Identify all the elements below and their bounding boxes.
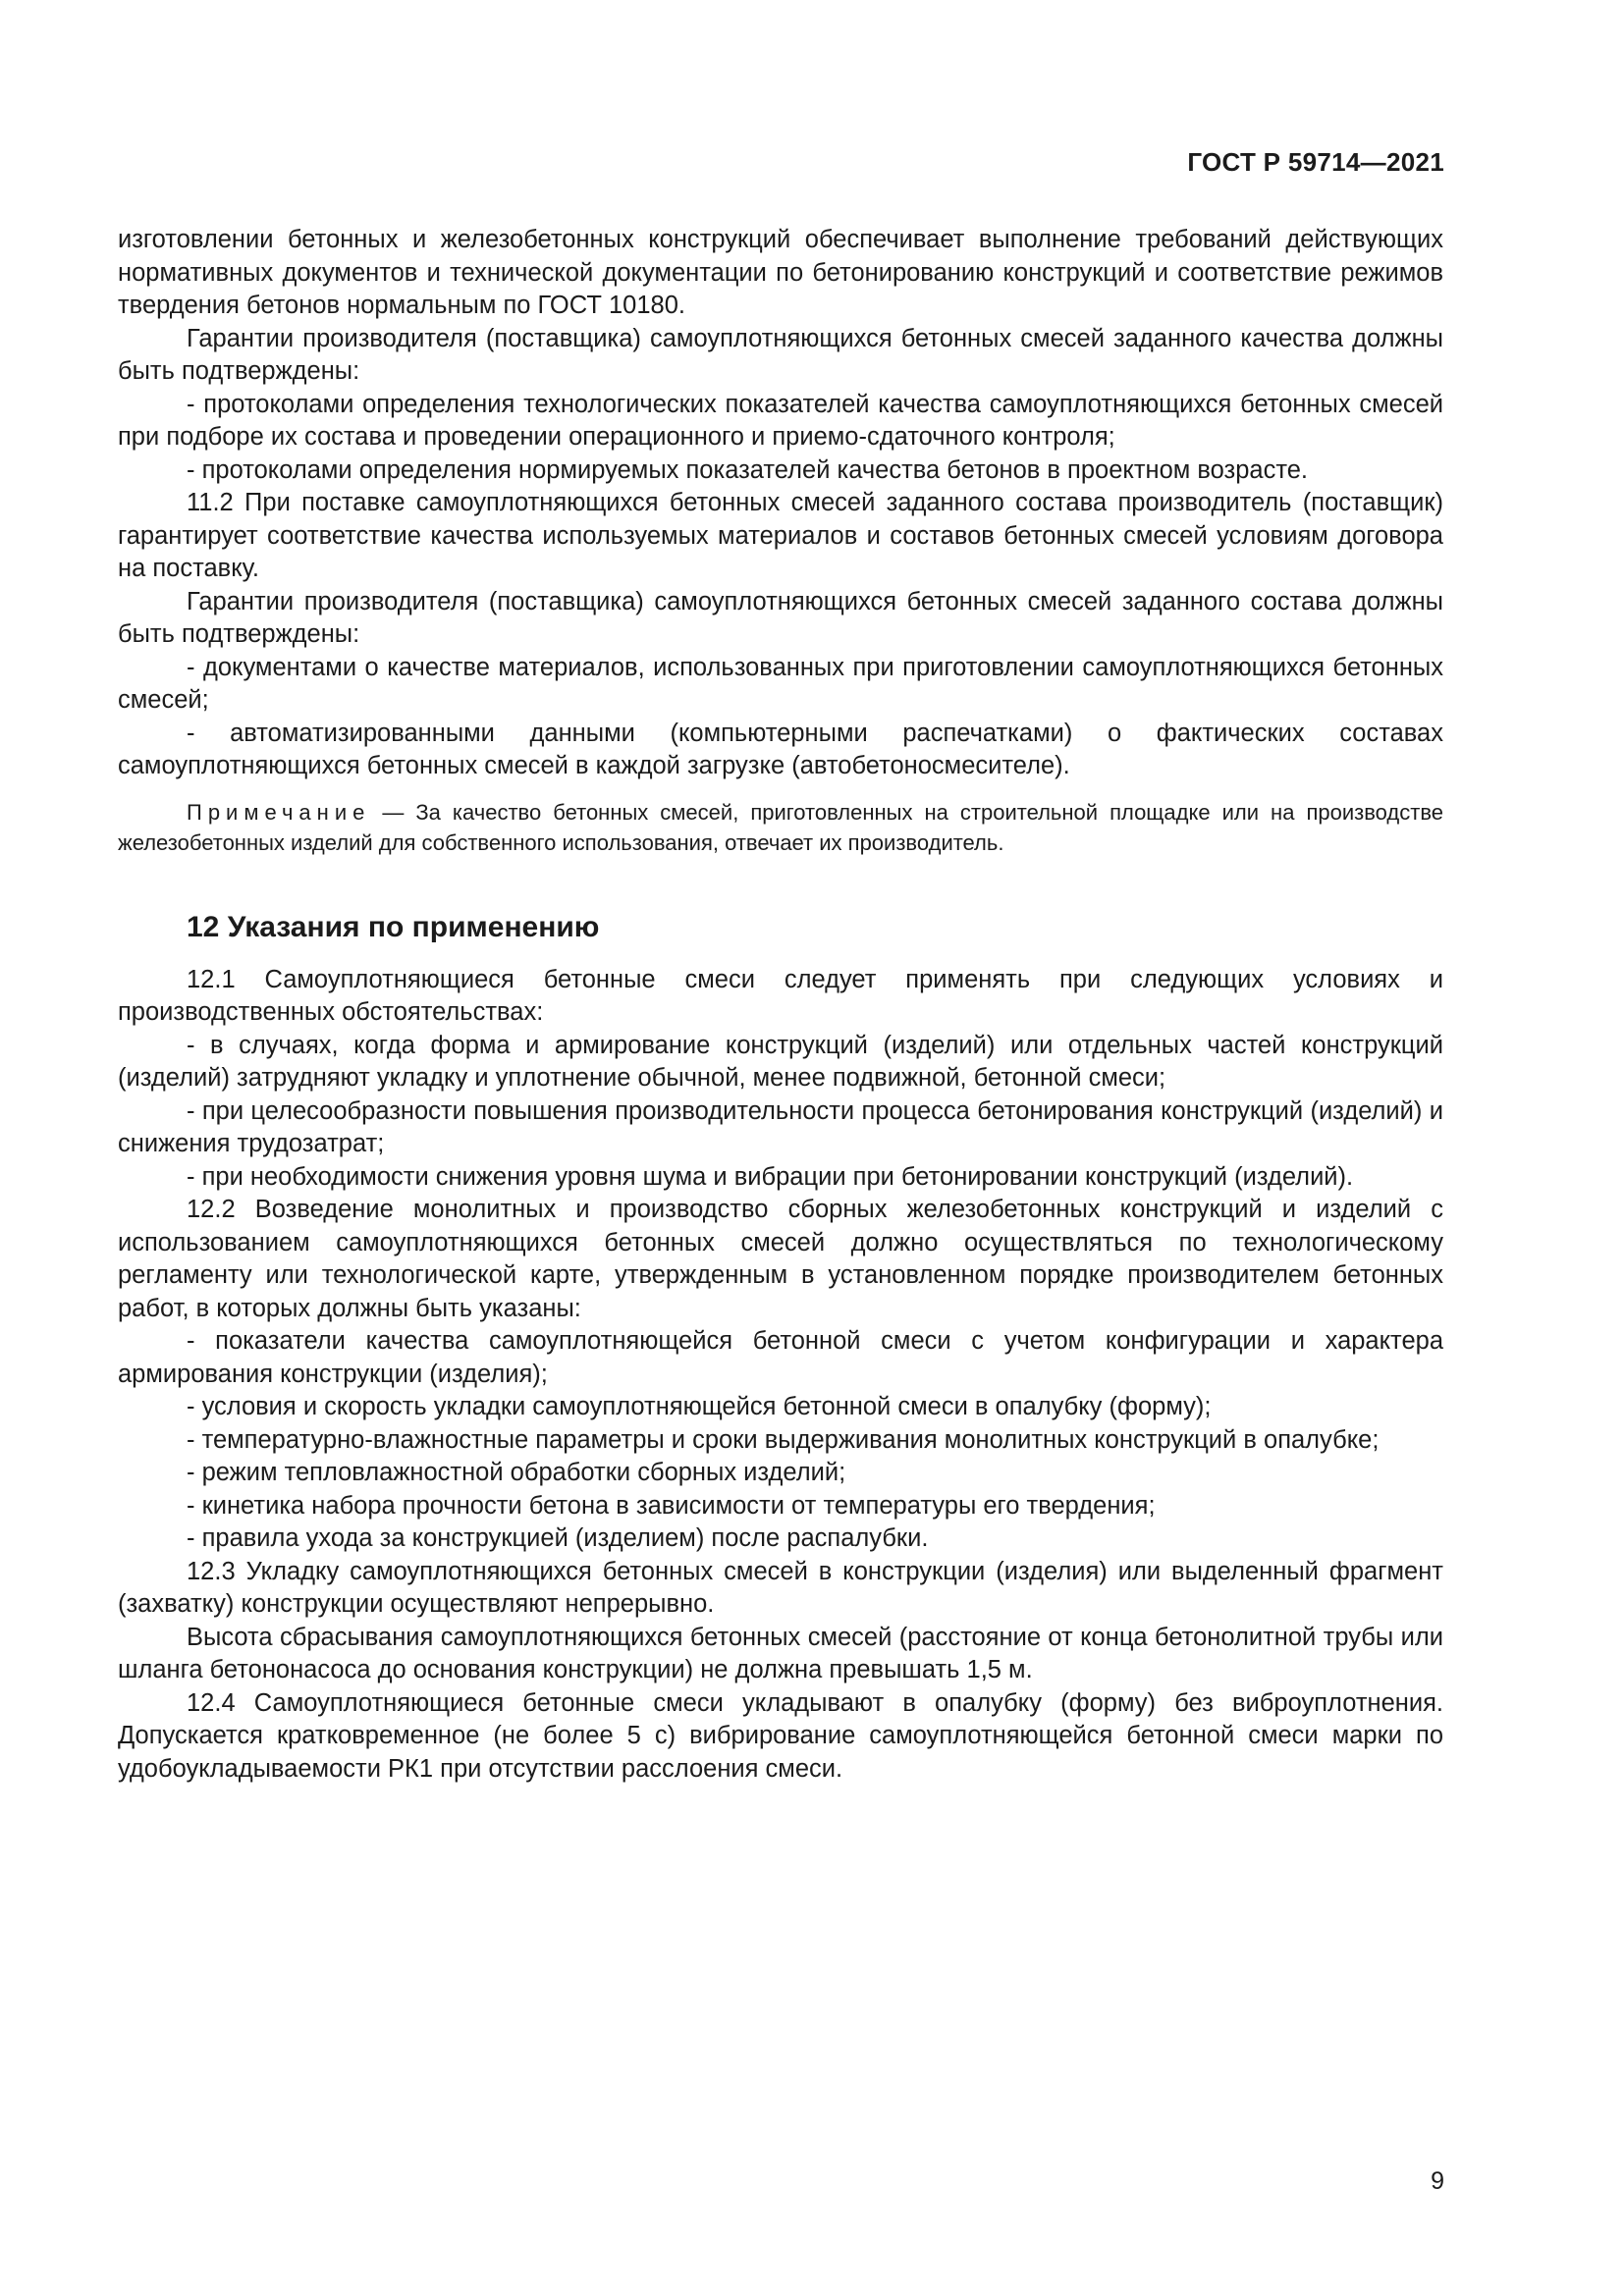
list-item: - температурно-влажностные параметры и сроки выдерживания монолитных конструкций в опалубке;: [187, 1425, 1380, 1454]
paragraph: Гарантии производителя (поставщика) самоуплотняющихся бетонных смесей заданного состава должны быть подтверждены:: [118, 587, 1443, 648]
paragraph: Высота сбрасывания самоуплотняющихся бетонных смесей (расстояние от конца бетонолитной трубы или шланга бетононасоса до основания конструкции) не должна превышать 1,5 м.: [118, 1623, 1443, 1683]
list-item: - при целесообразности повышения производительности процесса бетонирования конструкций (изделий) и снижения трудозатрат;: [118, 1096, 1443, 1157]
list-item: - кинетика набора прочности бетона в зависимости от температуры его твердения;: [187, 1491, 1156, 1520]
note: [118, 797, 1443, 858]
section-paragraphs: [118, 964, 1443, 1787]
list-item: - протоколами определения технологических показателей качества самоуплотняющихся бетонных смесей при подборе их состава и проведении операционного и приемо-сдаточного контроля;: [118, 390, 1443, 451]
page-number: 9: [1431, 2167, 1444, 2195]
paragraph: 12.4 Самоуплотняющиеся бетонные смеси укладывают в опалубку (форму) без виброуплотнения. Допускается кратковременное (не более 5 с) вибрирование самоуплотняющейся бетонной смеси марки по удобоукладываемости РК1 при отсутствии расслоения смеси.: [118, 1688, 1443, 1783]
list-item: - документами о качестве материалов, использованных при приготовлении самоуплотняющихся бетонных смесей;: [118, 653, 1443, 714]
paragraph: изготовлении бетонных и железобетонных конструкций обеспечивает выполнение требований действующих нормативных документов и технической документации по бетонированию конструкций и соответствие режимов твердения бетонов нормальным по ГОСТ 10180.: [118, 226, 1443, 319]
document-code-header: ГОСТ Р 59714—2021: [1187, 147, 1444, 177]
paragraph: 11.2 При поставке самоуплотняющихся бетонных смесей заданного состава производитель (поставщик) гарантирует соответствие качества используемых материалов и составов бетонных смесей условиям договора на поставку.: [118, 489, 1443, 582]
list-item: - условия и скорость укладки самоуплотняющейся бетонной смеси в опалубку (форму);: [187, 1393, 1212, 1420]
list-item: - при необходимости снижения уровня шума и вибрации при бетонировании конструкций (изделий).: [187, 1162, 1354, 1191]
note-label: Примечание: [187, 799, 371, 825]
list-item: - правила ухода за конструкцией (изделием) после распалубки.: [187, 1524, 929, 1552]
paragraph: 12.3 Укладку самоуплотняющихся бетонных смесей в конструкции (изделия) или выделенный фрагмент (захватку) конструкции осуществляют непрерывно.: [118, 1557, 1443, 1618]
paragraph: 12.1 Самоуплотняющиеся бетонные смеси следует применять при следующих условиях и производственных обстоятельствах:: [118, 965, 1443, 1026]
paragraph: Гарантии производителя (поставщика) самоуплотняющихся бетонных смесей заданного качества должны быть подтверждены:: [118, 324, 1443, 385]
list-item: - протоколами определения нормируемых показателей качества бетонов в проектном возрасте.: [187, 455, 1309, 484]
list-item: - автоматизированными данными (компьютерными распечатками) о фактических составах самоуплотняющихся бетонных смесей в каждой загрузке (автобетоносмесителе).: [118, 719, 1443, 779]
list-item: - в случаях, когда форма и армирование конструкций (изделий) или отдельных частей конструкций (изделий) затрудняют укладку и уплотнение обычной, менее подвижной, бетонной смеси;: [118, 1031, 1443, 1092]
note-text: — За качество бетонных смесей, приготовленных на строительной площадке или на производстве железобетонных изделий для собственного использования, отвечает их производитель.: [118, 799, 1443, 855]
list-item: - показатели качества самоуплотняющейся бетонной смеси с учетом конфигурации и характера армирования конструкции (изделия);: [118, 1327, 1443, 1388]
list-item: - режим тепловлажностной обработки сборных изделий;: [187, 1459, 846, 1486]
section-title: 12 Указания по применению: [187, 910, 600, 943]
paragraph: 12.2 Возведение монолитных и производство сборных железобетонных конструкций и изделий с использованием самоуплотняющихся бетонных смесей должно осуществляться по технологическому регламенту или технологической карте, утвержденным в установленном порядке производителем бетонных работ, в которых должны быть указаны:: [118, 1196, 1443, 1322]
page-content: [118, 224, 1443, 1786]
top-paragraphs: [118, 224, 1443, 783]
